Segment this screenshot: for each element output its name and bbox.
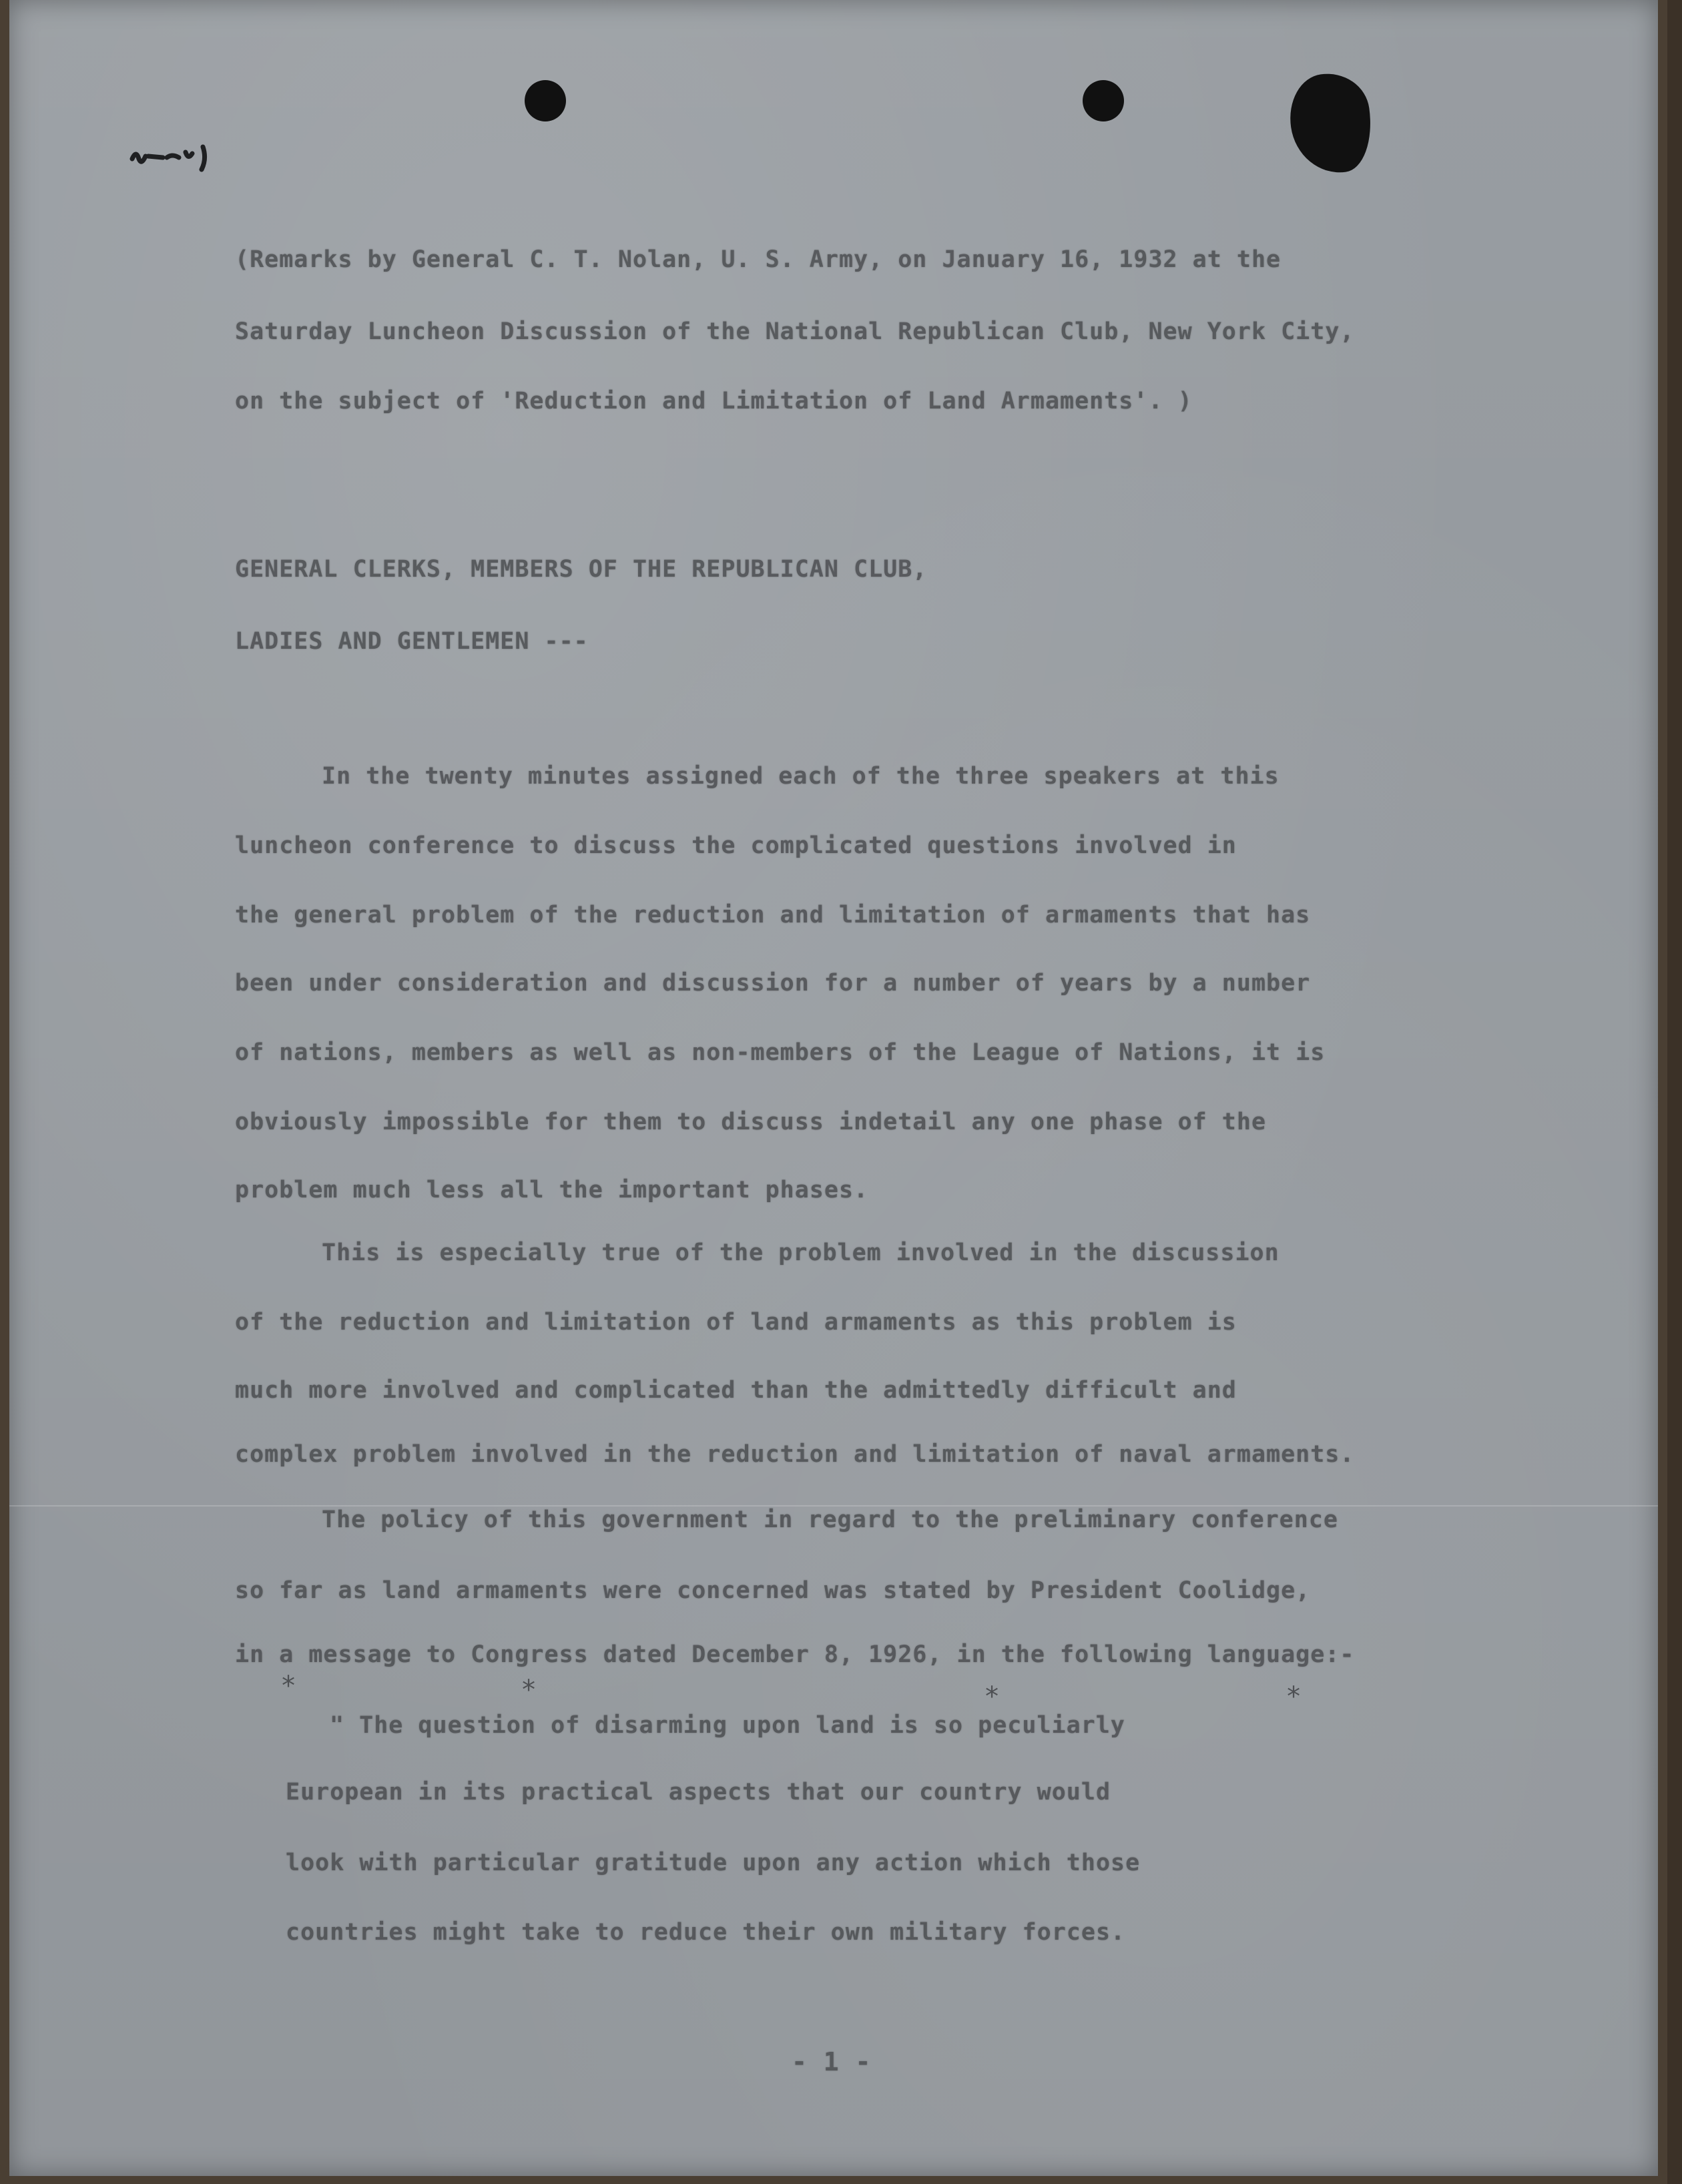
page-number: - 1 - — [792, 2047, 872, 2077]
body-line: of the reduction and limitation of land armaments as this problem is — [235, 1309, 1237, 1336]
asterisk-mark: * — [521, 1675, 537, 1705]
quote-line: look with particular gratitude upon any action which those — [286, 1850, 1141, 1876]
body-line: complex problem involved in the reduction and limitation of naval armaments. — [235, 1441, 1355, 1468]
body-line: so far as land armaments were concerned was stated by President Coolidge, — [235, 1577, 1311, 1604]
document-page — [9, 0, 1658, 2176]
asterisk-mark: * — [280, 1671, 297, 1701]
header-line: Saturday Luncheon Discussion of the National Republican Club, New York City, — [235, 318, 1355, 345]
asterisk-mark: * — [1286, 1681, 1302, 1712]
punch-hole-icon — [525, 80, 566, 121]
punch-hole-icon — [1083, 80, 1124, 121]
salutation-line: GENERAL CLERKS, MEMBERS OF THE REPUBLICAN CLUB, — [235, 556, 928, 583]
header-line: (Remarks by General C. T. Nolan, U. S. Army, on January 16, 1932 at the — [235, 246, 1282, 273]
quote-line: countries might take to reduce their own military forces. — [286, 1919, 1126, 1946]
asterisk-mark: * — [984, 1681, 1001, 1712]
quote-line: " The question of disarming upon land is so peculiarly — [330, 1712, 1125, 1739]
body-line: problem much less all the important phases. — [235, 1177, 869, 1203]
body-line: luncheon conference to discuss the complicated questions involved in — [235, 832, 1237, 859]
quote-line: European in its practical aspects that our country would — [286, 1779, 1111, 1806]
salutation-line: LADIES AND GENTLEMEN --- — [235, 628, 589, 655]
torn-punch-hole-icon — [1284, 68, 1378, 178]
body-line: the general problem of the reduction and limitation of armaments that has — [235, 902, 1311, 928]
body-line: in a message to Congress dated December 8, 1926, in the following language:- — [235, 1641, 1355, 1668]
body-line: In the twenty minutes assigned each of the three speakers at this — [322, 763, 1280, 790]
body-line: obviously impossible for them to discuss indetail any one phase of the — [235, 1109, 1267, 1135]
body-line: been under consideration and discussion for a number of years by a number — [235, 970, 1311, 997]
body-line: of nations, members as well as non-members of the League of Nations, it is — [235, 1039, 1326, 1066]
body-line: This is especially true of the problem involved in the discussion — [322, 1240, 1280, 1266]
header-line: on the subject of 'Reduction and Limitation of Land Armaments'. ) — [235, 388, 1193, 415]
body-line: The policy of this government in regard to the preliminary conference — [322, 1507, 1338, 1533]
background-edge — [1667, 0, 1682, 2184]
handwritten-corner-mark-icon — [128, 139, 235, 176]
body-line: much more involved and complicated than the admittedly difficult and — [235, 1377, 1237, 1404]
